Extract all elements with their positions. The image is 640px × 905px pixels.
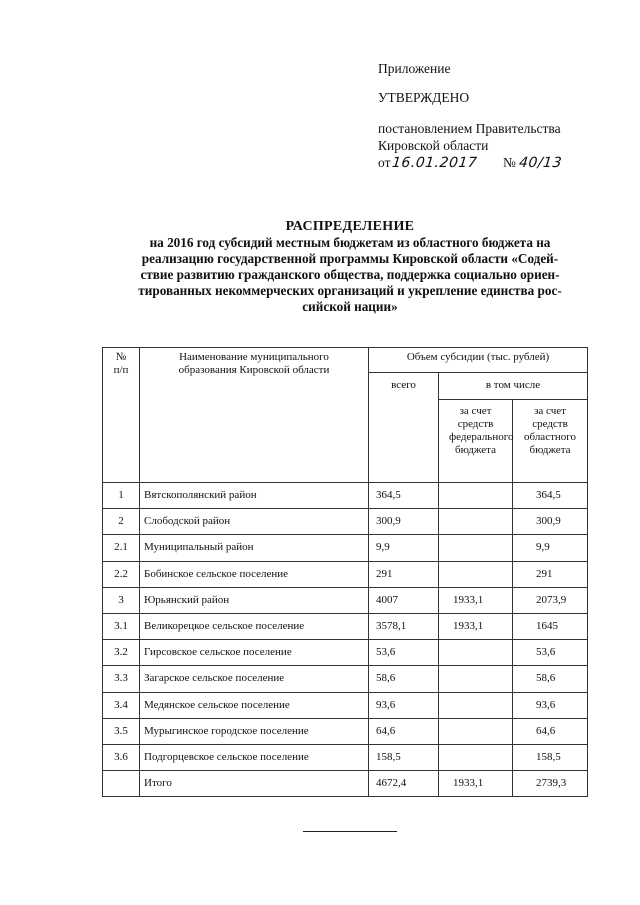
table-row [103, 718, 588, 744]
cell-total: 53,6 [369, 640, 439, 666]
cell-federal [439, 718, 513, 744]
cell-total: 93,6 [369, 692, 439, 718]
cell-federal [439, 744, 513, 770]
cell-total: 300,9 [369, 509, 439, 535]
cell-num: 3.3 [103, 666, 140, 692]
cell-num: 3.6 [103, 744, 140, 770]
subsidy-table [102, 347, 588, 797]
header-regional: за счет средств областного бюджета [513, 400, 588, 483]
decree-line-1: постановлением Правительства [378, 121, 561, 136]
cell-regional: 93,6 [513, 692, 588, 718]
cell-name: Великорецкое сельское поселение [140, 613, 369, 639]
table-row [103, 535, 588, 561]
title-line-3: ствие развитию гражданского общества, поддержка социально ориен- [140, 267, 560, 282]
table-row [103, 587, 588, 613]
cell-name: Подгорцевское сельское поселение [140, 744, 369, 770]
cell-regional: 291 [513, 561, 588, 587]
cell-regional: 53,6 [513, 640, 588, 666]
date-prefix: от [378, 155, 391, 170]
cell-num: 3.4 [103, 692, 140, 718]
cell-federal [439, 535, 513, 561]
table-body [103, 483, 588, 797]
cell-total: 158,5 [369, 744, 439, 770]
cell-federal [439, 666, 513, 692]
table-row [103, 692, 588, 718]
title-heading: РАСПРЕДЕЛЕНИЕ [285, 219, 415, 234]
number-prefix: № [503, 155, 516, 170]
cell-federal [439, 561, 513, 587]
decree-line-2: Кировской области [378, 138, 489, 153]
cell-federal: 1933,1 [439, 587, 513, 613]
document-title [90, 219, 610, 315]
cell-total: 9,9 [369, 535, 439, 561]
header-num: № п/п [103, 348, 140, 483]
table-row [103, 561, 588, 587]
cell-name: Медянское сельское поселение [140, 692, 369, 718]
cell-regional: 58,6 [513, 666, 588, 692]
cell-federal [439, 640, 513, 666]
appendix-label: Приложение [378, 61, 451, 76]
total-row [103, 771, 588, 797]
table-row [103, 640, 588, 666]
cell-name: Бобинское сельское поселение [140, 561, 369, 587]
handwritten-date: 16.01.2017 [391, 155, 479, 171]
handwritten-number: 40/13 [518, 155, 564, 171]
header-volume: Объем субсидии (тыс. рублей) [369, 348, 588, 373]
cell-total: 364,5 [369, 483, 439, 509]
cell-name: Слободской район [140, 509, 369, 535]
cell-regional: 158,5 [513, 744, 588, 770]
cell-regional: 300,9 [513, 509, 588, 535]
cell-regional: 2073,9 [513, 587, 588, 613]
cell-total: 291 [369, 561, 439, 587]
table-row [103, 744, 588, 770]
cell-num: 3.5 [103, 718, 140, 744]
cell-regional: 1645 [513, 613, 588, 639]
cell-total: 4672,4 [369, 771, 439, 797]
title-line-2: реализацию государственной программы Кировской области «Содей- [141, 251, 559, 266]
footer-divider [303, 831, 397, 832]
cell-federal: 1933,1 [439, 613, 513, 639]
approved-label: УТВЕРЖДЕНО [378, 90, 470, 105]
cell-regional: 64,6 [513, 718, 588, 744]
cell-num: 2 [103, 509, 140, 535]
header-including: в том числе [439, 373, 588, 400]
table-row [103, 666, 588, 692]
cell-total: 4007 [369, 587, 439, 613]
cell-federal [439, 483, 513, 509]
cell-name: Гирсовское сельское поселение [140, 640, 369, 666]
cell-regional: 364,5 [513, 483, 588, 509]
cell-num: 2.1 [103, 535, 140, 561]
header-federal: за счет средств федерального бюджета [439, 400, 513, 483]
cell-num: 3.2 [103, 640, 140, 666]
cell-name: Вятскополянский район [140, 483, 369, 509]
cell-total: 58,6 [369, 666, 439, 692]
table-row [103, 483, 588, 509]
cell-num [103, 771, 140, 797]
cell-name: Итого [140, 771, 369, 797]
decree-date-number [378, 154, 628, 172]
cell-total: 3578,1 [369, 613, 439, 639]
table-row [103, 509, 588, 535]
cell-regional: 9,9 [513, 535, 588, 561]
table-row [103, 613, 588, 639]
cell-num: 1 [103, 483, 140, 509]
title-line-5: сийской нации» [302, 299, 398, 314]
cell-num: 2.2 [103, 561, 140, 587]
cell-federal: 1933,1 [439, 771, 513, 797]
cell-num: 3.1 [103, 613, 140, 639]
header-total: всего [369, 373, 439, 483]
cell-num: 3 [103, 587, 140, 613]
cell-name: Мурыгинское городское поселение [140, 718, 369, 744]
title-line-4: тированных некоммерческих организаций и укрепление единства рос- [138, 283, 562, 298]
cell-federal [439, 692, 513, 718]
cell-name: Загарское сельское поселение [140, 666, 369, 692]
cell-total: 64,6 [369, 718, 439, 744]
header-name: Наименование муниципального образования Кировской области [140, 348, 369, 483]
cell-federal [439, 509, 513, 535]
cell-name: Юрьянский район [140, 587, 369, 613]
cell-name: Муниципальный район [140, 535, 369, 561]
cell-regional: 2739,3 [513, 771, 588, 797]
approval-header [378, 60, 628, 172]
title-line-1: на 2016 год субсидий местным бюджетам из областного бюджета на [149, 235, 551, 250]
